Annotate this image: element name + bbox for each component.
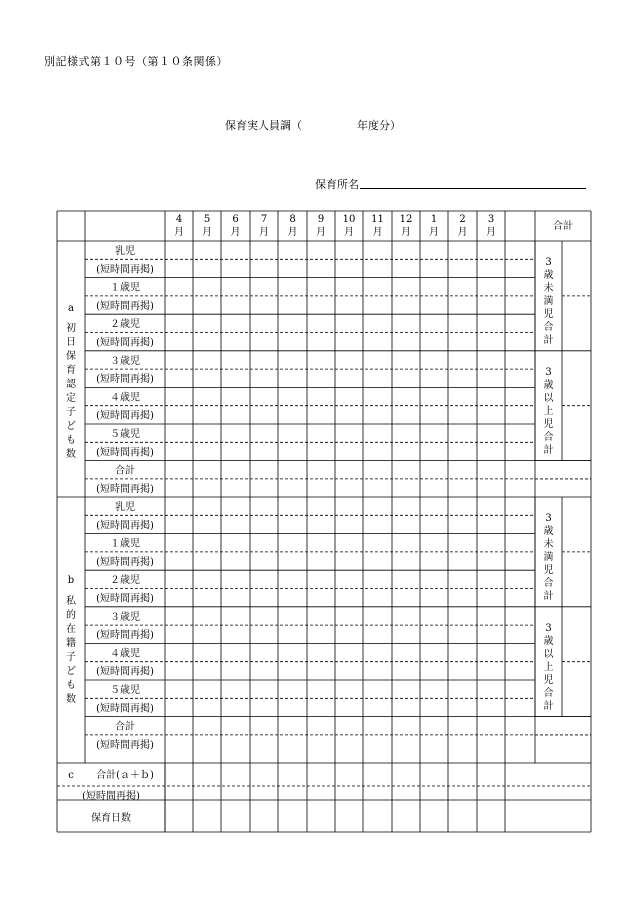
under3-total-label: 合 <box>543 322 554 333</box>
over3-total-label: 3 <box>545 366 552 378</box>
month-number: 2 <box>459 214 466 225</box>
over3-total-label: 以 <box>543 392 554 404</box>
under3-total-label: 満 <box>543 552 554 563</box>
form-number: 別記様式第１０号（第１０条関係） <box>44 55 228 68</box>
age-row-label: １歳児 <box>110 538 140 550</box>
under3-total-label: 歳 <box>543 270 554 281</box>
under3-total-label: 歳 <box>543 526 554 537</box>
under3-total-label: 3 <box>545 257 552 268</box>
under3-total-label: 満 <box>543 296 554 307</box>
month-number: 3 <box>487 214 495 225</box>
section-b-label: も <box>66 680 76 691</box>
short-time-label: (短時間再掲) <box>96 264 154 276</box>
over3-total-label: 歳 <box>543 379 554 391</box>
month-unit: 月 <box>429 227 439 238</box>
short-time-label: (短時間再掲) <box>96 337 154 349</box>
subtotal-label: 合計 <box>115 465 135 477</box>
section-b-label: 籍 <box>66 638 76 649</box>
over3-total-label: 以 <box>543 648 554 660</box>
section-b-label: 的 <box>66 610 76 621</box>
over3-total-label: 合 <box>543 687 554 699</box>
age-row-label: ５歳児 <box>110 429 140 440</box>
short-time-label: (短時間再掲) <box>96 593 154 605</box>
month-unit: 月 <box>259 227 269 238</box>
short-time-label: (短時間再掲) <box>96 666 154 678</box>
over3-total-label: 合 <box>543 431 554 443</box>
section-c-letter: c <box>68 770 74 781</box>
age-row-label: ２歳児 <box>110 319 140 331</box>
section-b-letter: b <box>67 575 75 586</box>
month-unit: 月 <box>287 227 298 238</box>
short-time-label: (短時間再掲) <box>96 410 154 422</box>
month-number: 9 <box>317 214 325 225</box>
section-a-label: 認 <box>66 379 76 390</box>
short-time-label: (短時間再掲) <box>82 791 140 802</box>
month-unit: 月 <box>344 227 354 238</box>
month-unit: 月 <box>174 227 184 238</box>
short-time-label: (短時間再掲) <box>96 520 154 532</box>
section-a-label: 育 <box>66 365 76 376</box>
month-number: 7 <box>260 214 268 225</box>
under3-total-label: 未 <box>543 539 554 550</box>
short-time-label: (短時間再掲) <box>96 374 154 386</box>
short-time-label: (短時間再掲) <box>96 300 154 312</box>
under3-total-label: 児 <box>543 309 554 320</box>
section-a-label: も <box>66 435 76 446</box>
month-number: 6 <box>232 214 239 225</box>
age-row-label: ４歳児 <box>110 648 140 660</box>
short-time-label: (短時間再掲) <box>96 630 154 642</box>
over3-total-label: 児 <box>543 418 554 430</box>
under3-total-label: 児 <box>543 565 554 576</box>
section-a-label: 日 <box>66 337 76 348</box>
section-a-label: 数 <box>66 449 76 460</box>
month-number: 5 <box>203 214 211 225</box>
age-row-label: ４歳児 <box>110 392 140 404</box>
age-row-label: 乳児 <box>115 502 135 513</box>
short-time-label: (短時間再掲) <box>96 703 154 715</box>
section-b-label: 私 <box>66 596 76 607</box>
section-a-letter: a <box>68 303 74 314</box>
short-time-label: (短時間再掲) <box>96 556 154 568</box>
month-unit: 月 <box>202 227 212 238</box>
short-time-label: (短時間再掲) <box>96 447 154 459</box>
month-unit: 月 <box>316 227 326 238</box>
month-number: 1 <box>430 214 438 225</box>
age-row-label: ５歳児 <box>110 685 140 696</box>
section-a-label: 初 <box>66 323 76 334</box>
month-number: 8 <box>289 214 296 225</box>
section-a-label: ど <box>66 421 76 432</box>
section-a-label: 定 <box>66 393 76 404</box>
total-header: 合計 <box>553 221 573 232</box>
over3-total-label: 歳 <box>543 635 554 647</box>
short-time-label: (短時間再掲) <box>96 483 154 495</box>
over3-total-label: 計 <box>543 700 554 712</box>
section-b-label: 在 <box>66 624 76 635</box>
month-unit: 月 <box>486 227 496 238</box>
month-number: 12 <box>399 214 413 225</box>
facility-label: 保育所名 <box>315 178 359 191</box>
over3-total-label: 上 <box>543 405 554 417</box>
over3-total-label: 計 <box>543 444 554 456</box>
section-a-label: 子 <box>66 407 76 418</box>
short-time-label: (短時間再掲) <box>96 739 154 751</box>
under3-total-label: 未 <box>543 283 554 294</box>
under3-total-label: 計 <box>543 335 554 346</box>
month-unit: 月 <box>401 227 411 238</box>
under3-total-label: 合 <box>543 578 554 589</box>
section-b-label: 数 <box>66 694 76 705</box>
age-row-label: ３歳児 <box>110 355 140 367</box>
section-b-label: ど <box>66 666 76 677</box>
over3-total-label: 児 <box>543 674 554 686</box>
age-row-label: ２歳児 <box>110 575 140 587</box>
total-ab-label: 合計(ａ＋ｂ) <box>96 770 154 781</box>
over3-total-label: 上 <box>543 661 554 673</box>
subtotal-label: 合計 <box>115 721 135 733</box>
under3-total-label: 計 <box>543 591 554 602</box>
month-unit: 月 <box>457 227 468 238</box>
month-unit: 月 <box>230 227 241 238</box>
month-unit: 月 <box>372 227 383 238</box>
age-row-label: 乳児 <box>115 246 135 257</box>
month-number: 11 <box>371 214 384 225</box>
age-row-label: ３歳児 <box>110 611 140 623</box>
month-number: 10 <box>342 214 356 225</box>
under3-total-label: 3 <box>545 513 552 524</box>
month-number: 4 <box>175 214 183 225</box>
section-a-label: 保 <box>66 351 76 362</box>
section-b-label: 子 <box>66 652 76 663</box>
nursery-days-label: 保育日数 <box>91 813 131 824</box>
over3-total-label: 3 <box>545 622 552 634</box>
age-row-label: １歳児 <box>110 282 140 294</box>
page-title: 保育実人員調（ 年度分） <box>225 119 401 132</box>
